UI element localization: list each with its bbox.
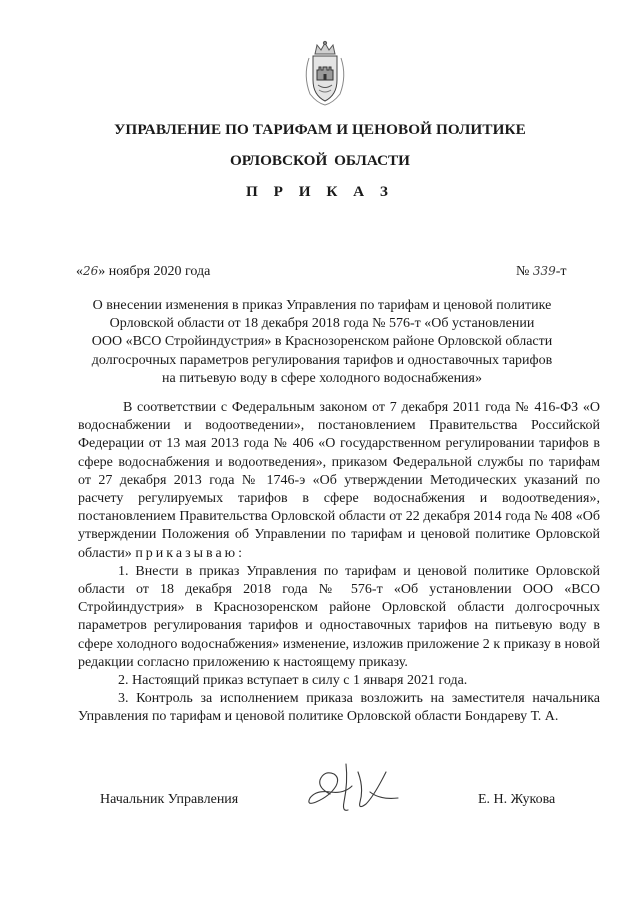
- signature-mark: [300, 752, 415, 822]
- signatory-position: Начальник Управления: [100, 792, 239, 807]
- subject-line: долгосрочных параметров регулирования тарифов и одноставочных тарифов: [91, 352, 553, 368]
- order-subject: [72, 297, 572, 388]
- subject-line: Орловской области от 18 декабря 2018 года № 576-т «Об установлении: [109, 316, 535, 332]
- order-word: приказываю:: [135, 545, 246, 561]
- order-number: № 339-т: [516, 264, 567, 279]
- preamble-paragraph: В соответствии с Федеральным законом от 7 декабря 2011 года № 416-ФЗ «О водоснабжении и водоотведении», постановлением Правительства Российской Федерации от 13 мая 2013 года № 406 «О государственном регулировании тарифов в сфере водоснабжения и водоотведения», приказом Федеральной службы по тарифам от 27 декабря 2013 года № 1746-э «Об утверждении Методических указаний по расчету регулируемых тарифов в сфере водоснабжения и водоотведения», постановлением Правительства Орловской области от 22 декабря 2014 года № 408 «Об утверждении Положения об Управлении по тарифам и ценовой политике Орловской области» приказываю:: [78, 400, 600, 561]
- order-date: «26» ноября 2020 года: [76, 264, 211, 279]
- region-title: ОРЛОВСКОЙ ОБЛАСТИ: [229, 152, 410, 169]
- document-type: П Р И К А З: [246, 183, 394, 200]
- handwritten-number: 339: [532, 264, 556, 278]
- handwritten-day: 26: [83, 264, 99, 278]
- authority-title: УПРАВЛЕНИЕ ПО ТАРИФАМ И ЦЕНОВОЙ ПОЛИТИКЕ: [114, 121, 526, 138]
- coat-of-arms-icon: [300, 40, 350, 108]
- order-item-3: 3. Контроль за исполнением приказа возложить на заместителя начальника Управления по тарифам и ценовой политике Орловской области Бондареву Т. А.: [78, 691, 600, 725]
- order-item-1: 1. Внести в приказ Управления по тарифам и ценовой политике Орловской области от 18 декабря 2018 года № 576-т «Об установлении ООО «ВСО Стройиндустрия» в Краснозоренском районе Орловской области долгосрочных параметров регулирования тарифов и одноставочных тарифов на питьевую воду в сфере холодного водоснабжения» изменение, изложив приложение 2 к приказу в новой редакции согласно приложению к настоящему приказу.: [78, 563, 600, 670]
- signatory-name: Е. Н. Жукова: [478, 792, 556, 807]
- order-body: [78, 399, 600, 727]
- subject-line: на питьевую воду в сфере холодного водоснабжения»: [161, 370, 482, 386]
- subject-line: ООО «ВСО Стройиндустрия» в Краснозоренском районе Орловской области: [91, 334, 553, 350]
- subject-line: О внесении изменения в приказ Управления по тарифам и ценовой политике: [92, 298, 552, 313]
- order-item-2: 2. Настоящий приказ вступает в силу с 1 января 2021 года.: [118, 673, 468, 689]
